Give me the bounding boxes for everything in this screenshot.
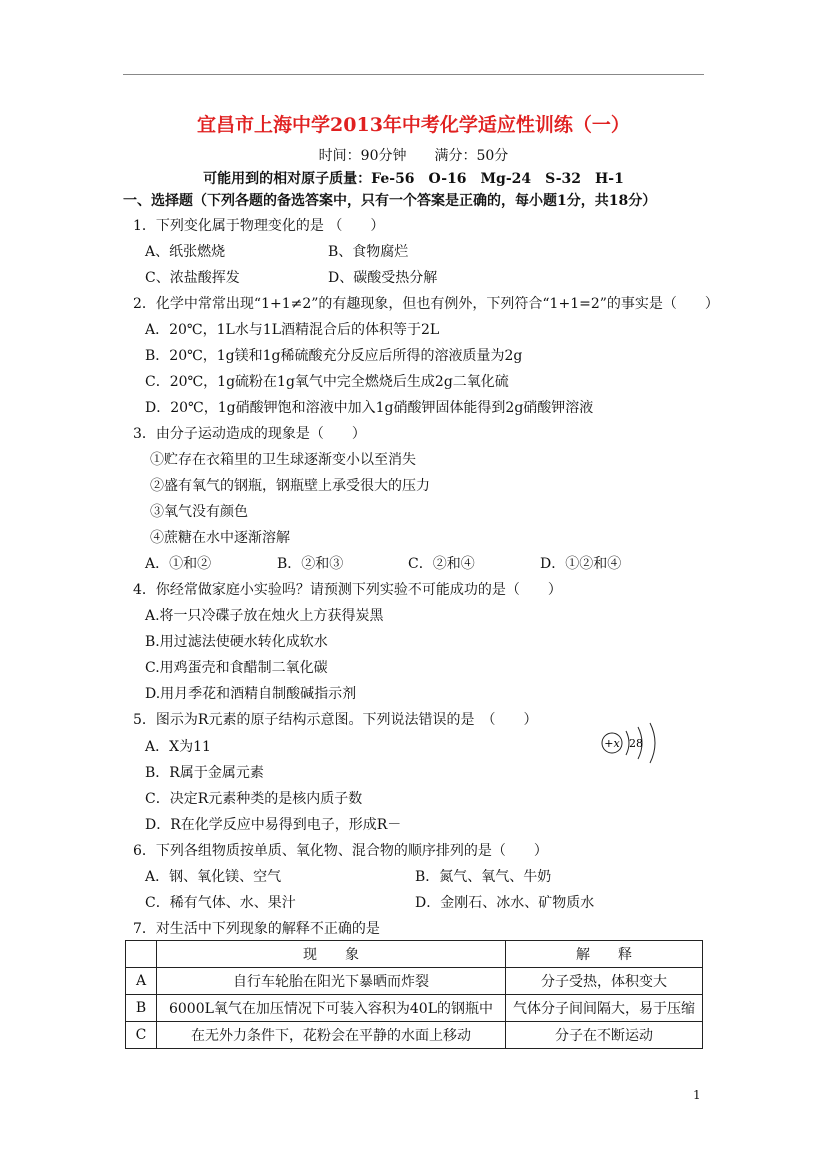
question-6-stem: 6．下列各组物质按单质、氧化物、混合物的顺序排列的是（ ） [133, 843, 548, 859]
table-cell: 自行车轮胎在阳光下暴晒而炸裂 [157, 968, 506, 995]
question-3-statement-1: ①贮存在衣箱里的卫生球逐渐变小以至消失 [150, 452, 416, 468]
table-cell: A [126, 968, 157, 995]
question-5-option-d: D．R在化学反应中易得到电子，形成R－ [145, 817, 402, 833]
exam-meta: 时间：90分钟 满分：50分 [318, 148, 509, 164]
table-row [126, 968, 703, 995]
table-cell: 分子在不断运动 [506, 1022, 703, 1049]
question-5-stem: 5．图示为R元素的原子结构示意图。下列说法错误的是 （ ） [133, 712, 538, 728]
question-4-option-a: A.将一只冷碟子放在烛火上方获得炭黑 [145, 608, 384, 624]
question-3-option-b: B．②和③ [277, 556, 344, 572]
question-7-stem: 7．对生活中下列现象的解释不正确的是 [133, 921, 380, 937]
table-row [126, 1022, 703, 1049]
question-2-option-c: C．20℃，1g硫粉在1g氧气中完全燃烧后生成2g二氧化硫 [145, 374, 509, 390]
question-2-option-a: A．20℃，1L水与1L酒精混合后的体积等于2L [145, 322, 440, 338]
question-2-stem: 2．化学中常常出现“1+1≠2”的有趣现象，但也有例外，下列符合“1+1=2”的事实是（ ） [133, 296, 719, 312]
table-cell: 气体分子间间隔大，易于压缩 [506, 995, 703, 1022]
question-2-option-b: B．20℃，1g镁和1g稀硫酸充分反应后所得的溶液质量为2g [145, 348, 523, 364]
atomic-mass-note: 可能用到的相对原子质量：Fe-56 O-16 Mg-24 S-32 H-1 [203, 171, 624, 187]
atomic-structure-diagram [600, 722, 660, 766]
question-3-statement-2: ②盛有氧气的钢瓶，钢瓶壁上承受很大的压力 [150, 478, 430, 494]
table-cell: 分子受热，体积变大 [506, 968, 703, 995]
question-3-option-c: C．②和④ [408, 556, 475, 572]
electron-shell-3 [650, 723, 655, 763]
table-header-cell [126, 941, 157, 968]
question-1-option-d: D、碳酸受热分解 [328, 270, 438, 286]
question-6-option-a: A．钢、氧化镁、空气 [145, 869, 282, 885]
question-4-stem: 4．你经常做家庭小实验吗？请预测下列实验不可能成功的是（ ） [133, 582, 562, 598]
question-5-option-a: A．X为11 [145, 739, 211, 755]
question-1-option-a: A、纸张燃烧 [145, 244, 226, 260]
table-header-cell: 现 象 [157, 941, 506, 968]
question-3-stem: 3．由分子运动造成的现象是（ ） [133, 426, 366, 442]
question-1-option-c: C、浓盐酸挥发 [145, 270, 240, 286]
table-row [126, 995, 703, 1022]
question-4-option-c: C.用鸡蛋壳和食醋制二氧化碳 [145, 660, 328, 676]
header-rule [123, 74, 704, 75]
question-2-option-d: D．20℃，1g硝酸钾饱和溶液中加入1g硝酸钾固体能得到2g硝酸钾溶液 [145, 400, 594, 416]
question-6-option-d: D．金刚石、冰水、矿物质水 [415, 895, 595, 911]
question-3-option-a: A．①和② [145, 556, 212, 572]
nucleus-charge-label: +x [604, 737, 620, 750]
section-heading: 一、选择题（下列各题的备选答案中，只有一个答案是正确的，每小题1分，共18分） [123, 193, 657, 209]
table-header-cell: 解 释 [506, 941, 703, 968]
question-6-option-c: C．稀有气体、水、果汁 [145, 895, 296, 911]
page-title: 宜昌市上海中学2013年中考化学适应性训练（一） [197, 114, 630, 136]
page-number: 1 [693, 1088, 701, 1102]
table-cell: 6000L氧气在加压情况下可装入容积为40L的钢瓶中 [157, 995, 506, 1022]
question-3-statement-4: ④蔗糖在水中逐渐溶解 [150, 530, 290, 546]
table-cell: 在无外力条件下，花粉会在平静的水面上移动 [157, 1022, 506, 1049]
question-6-option-b: B．氮气、氧气、牛奶 [415, 869, 552, 885]
question-3-statement-3: ③氧气没有颜色 [150, 504, 248, 520]
question-3-option-d: D．①②和④ [540, 556, 622, 572]
question-1-stem: 1．下列变化属于物理变化的是 （ ） [133, 218, 385, 234]
shell-electron-label: 28 [629, 737, 643, 750]
question-5-option-c: C．决定R元素种类的是核内质子数 [145, 791, 363, 807]
table-header-row [126, 941, 703, 968]
question-4-option-d: D.用月季花和酒精自制酸碱指示剂 [145, 686, 357, 702]
table-cell: B [126, 995, 157, 1022]
phenomena-table [125, 940, 703, 1049]
table-cell: C [126, 1022, 157, 1049]
question-4-option-b: B.用过滤法使硬水转化成软水 [145, 634, 328, 650]
question-5-option-b: B．R属于金属元素 [145, 765, 264, 781]
question-1-option-b: B、食物腐烂 [328, 244, 409, 260]
